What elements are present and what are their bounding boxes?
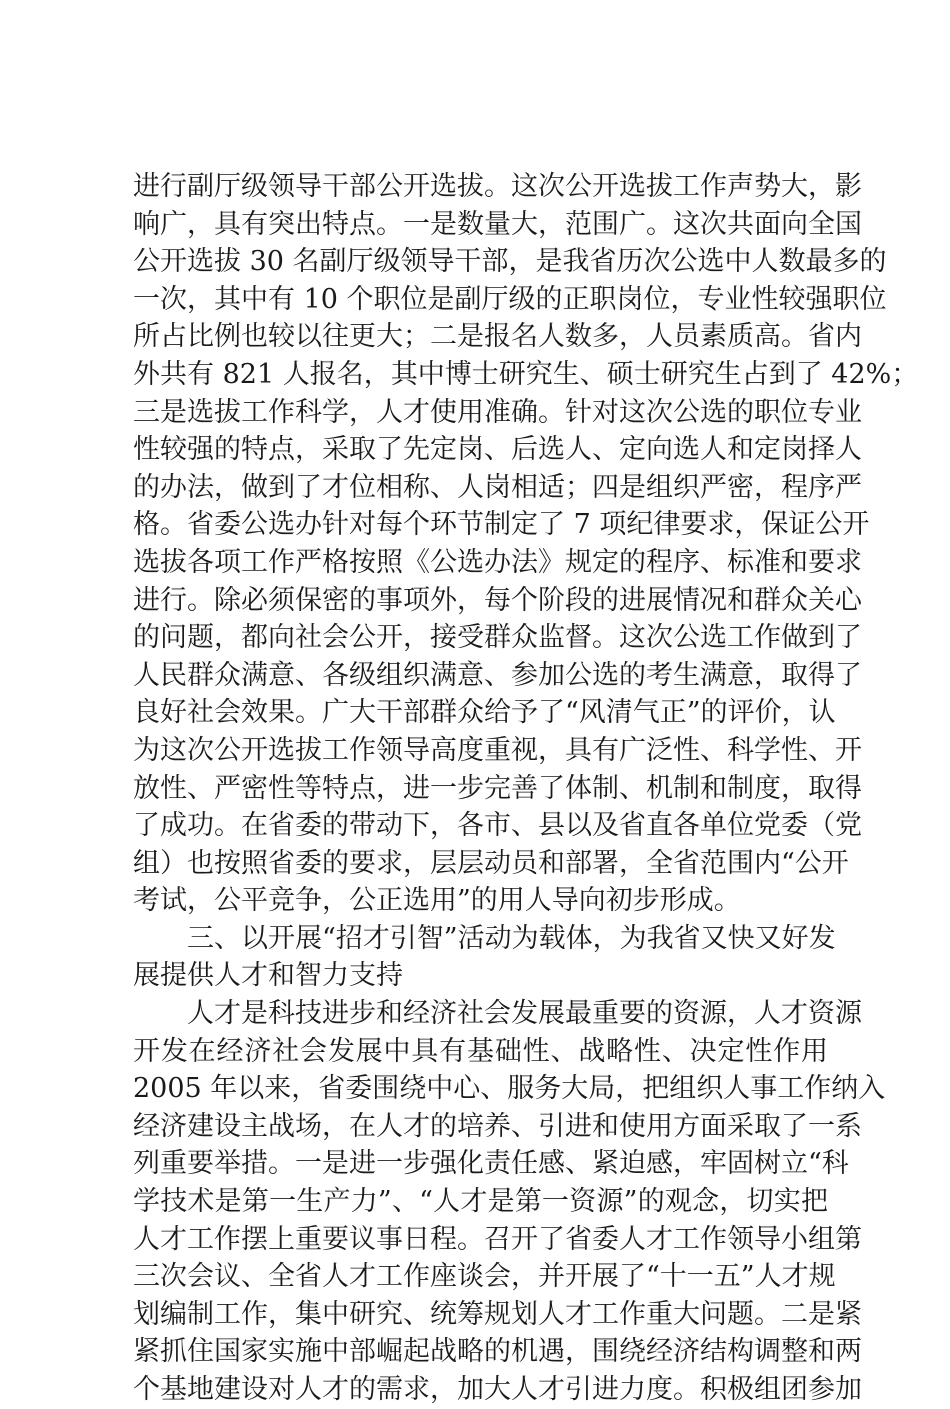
text-line: 公开选拔 30 名副厅级领导干部，是我省历次公选中人数最多的 xyxy=(133,246,887,278)
text-line: 进行。除必须保密的事项外，每个阶段的进展情况和群众关心 xyxy=(133,584,862,616)
text-line: 经济建设主战场，在人才的培养、引进和使用方面采取了一系 xyxy=(133,1110,862,1142)
section-heading-line: 三、以开展“招才引智”活动为载体，为我省又快又好发 xyxy=(133,922,836,954)
text-line: 开发在经济社会发展中具有基础性、战略性、决定性作用 xyxy=(133,1035,828,1067)
text-line: 人民群众满意、各级组织满意、参加公选的考生满意，取得了 xyxy=(133,659,862,691)
text-line: 了成功。在省委的带动下，各市、县以及省直各单位党委（党 xyxy=(133,810,862,842)
text-line: 为这次公开选拔工作领导高度重视，具有广泛性、科学性、开 xyxy=(133,734,862,766)
text-line: 外共有 821 人报名，其中博士研究生、硕士研究生占到了 42%； xyxy=(133,358,919,390)
text-line: 选拔各项工作严格按照《公选办法》规定的程序、标准和要求 xyxy=(133,546,862,578)
text-line: 三次会议、全省人才工作座谈会，并开展了“十一五”人才规 xyxy=(133,1261,836,1293)
text-line: 响广，具有突出特点。一是数量大，范围广。这次共面向全国 xyxy=(133,208,862,240)
text-line: 学技术是第一生产力”、“人才是第一资源”的观念，切实把 xyxy=(133,1186,828,1218)
text-line: 格。省委公选办针对每个环节制定了 7 项纪律要求，保证公开 xyxy=(133,509,870,541)
text-line: 进行副厅级领导干部公开选拔。这次公开选拔工作声势大，影 xyxy=(133,171,862,202)
text-line: 良好社会效果。广大干部群众给予了“风清气正”的评价，认 xyxy=(133,697,836,729)
text-line: 2005 年以来，省委围绕中心、服务大局，把组织人事工作纳入 xyxy=(133,1073,886,1105)
text-line: 的问题，都向社会公开，接受群众监督。这次公选工作做到了 xyxy=(133,622,862,654)
text-line: 的办法，做到了才位相称、人岗相适；四是组织严密，程序严 xyxy=(133,471,862,503)
text-line: 列重要举措。一是进一步强化责任感、紧迫感，牢固树立“科 xyxy=(133,1148,849,1180)
text-line: 紧抓住国家实施中部崛起战略的机遇，围绕经济结构调整和两 xyxy=(133,1336,862,1368)
body-text xyxy=(133,168,919,1409)
text-line: 人才是科技进步和经济社会发展最重要的资源，人才资源 xyxy=(133,998,862,1030)
text-line: 组）也按照省委的要求，层层动员和部署，全省范围内“公开 xyxy=(133,847,849,879)
text-line: 性较强的特点，采取了先定岗、后选人、定向选人和定岗择人 xyxy=(133,434,862,466)
section-heading-line: 展提供人才和智力支持 xyxy=(133,960,403,992)
text-line: 考试，公平竞争，公正选用”的用人导向初步形成。 xyxy=(133,885,741,917)
text-line: 划编制工作，集中研究、统筹规划人才工作重大问题。二是紧 xyxy=(133,1298,862,1330)
text-line: 所占比例也较以往更大；二是报名人数多，人员素质高。省内 xyxy=(133,321,862,353)
text-line: 个基地建设对人才的需求，加大人才引进力度。积极组团参加 xyxy=(133,1374,862,1405)
text-line: 人才工作摆上重要议事日程。召开了省委人才工作领导小组第 xyxy=(133,1223,862,1255)
text-line: 一次，其中有 10 个职位是副厅级的正职岗位，专业性较强职位 xyxy=(133,283,887,315)
text-line: 三是选拔工作科学，人才使用准确。针对这次公选的职位专业 xyxy=(133,396,862,428)
text-line: 放性、严密性等特点，进一步完善了体制、机制和制度，取得 xyxy=(133,772,862,804)
